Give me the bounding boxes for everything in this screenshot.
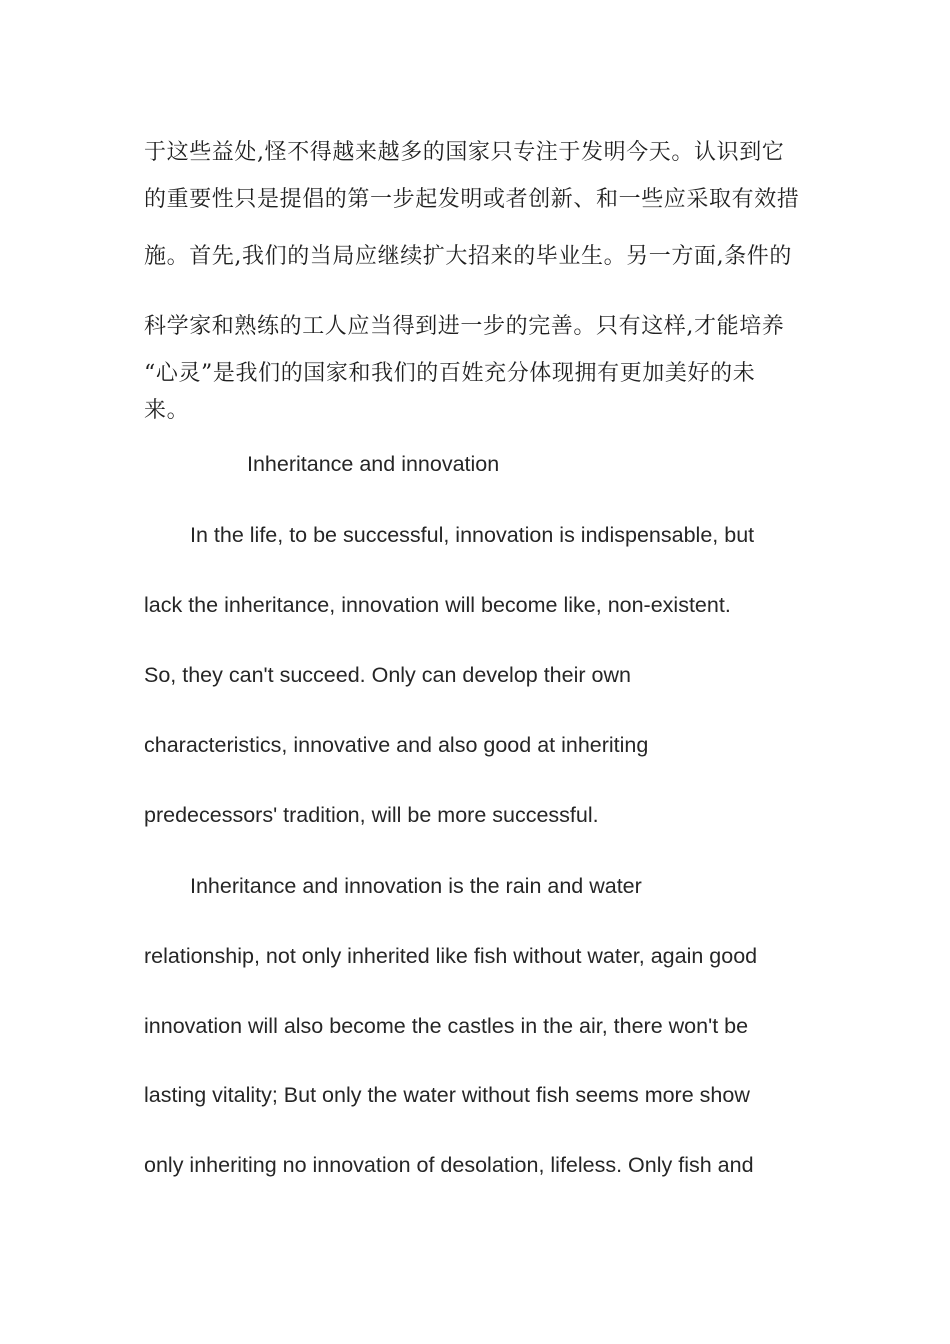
chinese-text-line: “心灵”是我们的国家和我们的百姓充分体现拥有更加美好的未 bbox=[144, 361, 756, 386]
chinese-text-line: 来。 bbox=[144, 398, 190, 423]
paragraph-line: lasting vitality; But only the water without fish seems more show bbox=[144, 1083, 750, 1107]
chinese-text-line: 施。首先,我们的当局应继续扩大招来的毕业生。另一方面,条件的 bbox=[144, 244, 792, 269]
chinese-text-line: 科学家和熟练的工人应当得到进一步的完善。只有这样,才能培养 bbox=[144, 314, 785, 339]
paragraph-line: lack the inheritance, innovation will become like, non-existent. bbox=[144, 593, 731, 617]
paragraph-line: predecessors' tradition, will be more successful. bbox=[144, 803, 599, 827]
chinese-text-line: 于这些益处,怪不得越来越多的国家只专注于发明今天。认识到它 bbox=[144, 140, 785, 165]
paragraph-line: innovation will also become the castles in the air, there won't be bbox=[144, 1014, 749, 1038]
chinese-text-line: 的重要性只是提倡的第一步起发明或者创新、和一些应采取有效措 bbox=[144, 187, 800, 212]
paragraph-line: Inheritance and innovation is the rain and water bbox=[190, 874, 642, 898]
paragraph-line: characteristics, innovative and also good at inheriting bbox=[144, 733, 649, 757]
paragraph-line: only inheriting no innovation of desolation, lifeless. Only fish and bbox=[144, 1153, 754, 1177]
paragraph-line: In the life, to be successful, innovation is indispensable, but bbox=[190, 523, 755, 547]
paragraph-line: relationship, not only inherited like fish without water, again good bbox=[144, 944, 758, 968]
paragraph-line: So, they can't succeed. Only can develop their own bbox=[144, 663, 631, 687]
essay-title: Inheritance and innovation bbox=[247, 452, 500, 476]
